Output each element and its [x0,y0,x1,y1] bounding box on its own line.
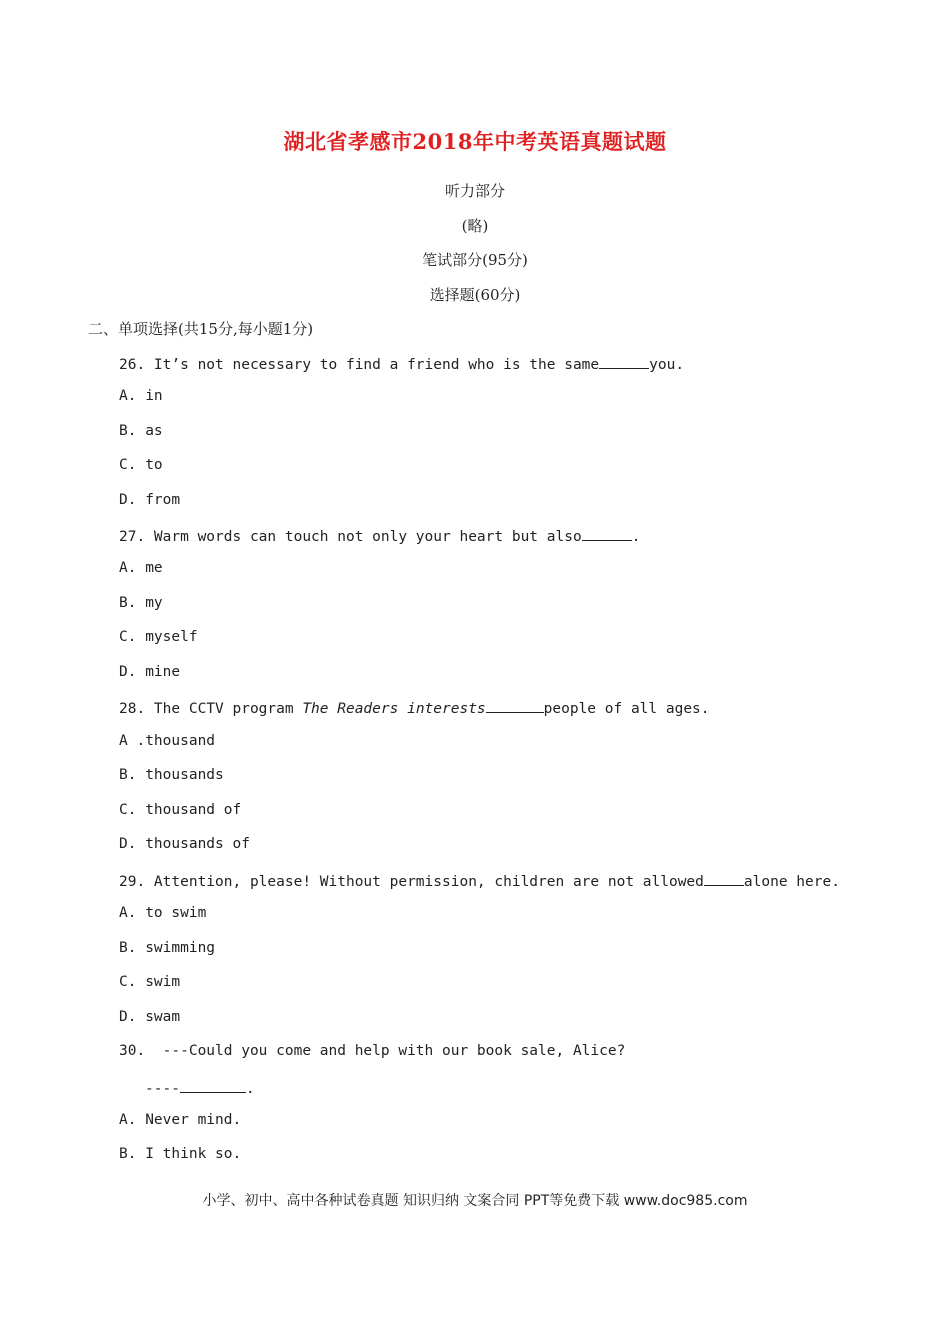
question-26-tail: you. [649,357,685,373]
option: C. myself [119,629,198,645]
option: D. thousands of [119,836,250,852]
option: D. from [119,492,181,508]
question-28 [119,698,710,717]
option: A .thousand [119,733,216,749]
page-title: 湖北省孝感市2018年中考英语真题试题 [283,129,667,154]
option: A. to swim [119,905,207,921]
option: B. thousands [119,767,224,783]
question-27 [119,526,640,545]
option: C. swim [119,974,181,990]
answer-blank [582,526,632,541]
answer-blank [599,354,649,369]
option: B. swimming [119,940,216,956]
option: D. swam [119,1009,181,1025]
question-26 [119,354,684,373]
question-27-stem: 27. Warm words can touch not only your heart but also [119,529,582,545]
listening-heading: 听力部分 [444,182,505,200]
question-29 [119,871,840,890]
option: A. me [119,560,163,576]
choice-heading: 选择题(60分) [429,286,521,304]
written-heading: 笔试部分(95分) [422,251,528,269]
question-29-tail: alone here. [743,874,840,890]
reply-dashes: ---- [145,1081,180,1097]
question-26-stem: 26. It’s not necessary to find a friend who is the same [119,357,600,373]
program-name: The Readers interests [302,701,486,717]
question-28-stem: 28. The CCTV program [119,701,303,717]
option: C. to [119,457,163,473]
question-27-tail: . [631,529,641,545]
section-heading: 二、单项选择(共15分,每小题1分) [88,320,314,338]
answer-blank [486,698,544,713]
option: B. I think so. [119,1146,242,1162]
option: A. in [119,388,163,404]
question-29-stem: 29. Attention, please! Without permission, children are not allowed [119,874,704,890]
option: C. thousand of [119,802,242,818]
option: A. Never mind. [119,1112,242,1128]
option: D. mine [119,664,181,680]
answer-blank [180,1078,246,1093]
option: B. as [119,423,163,439]
question-30-tail: . [245,1081,255,1097]
page-footer: 小学、初中、高中各种试卷真题 知识归纳 文案合同 PPT等免费下载 www.doc985.com [202,1193,748,1209]
omitted-note: (略) [461,217,489,235]
question-30-reply [145,1078,255,1097]
question-28-tail: people of all ages. [543,701,710,717]
option: B. my [119,595,163,611]
question-30: 30. ---Could you come and help with our book sale, Alice? [119,1043,626,1059]
answer-blank [704,871,744,886]
